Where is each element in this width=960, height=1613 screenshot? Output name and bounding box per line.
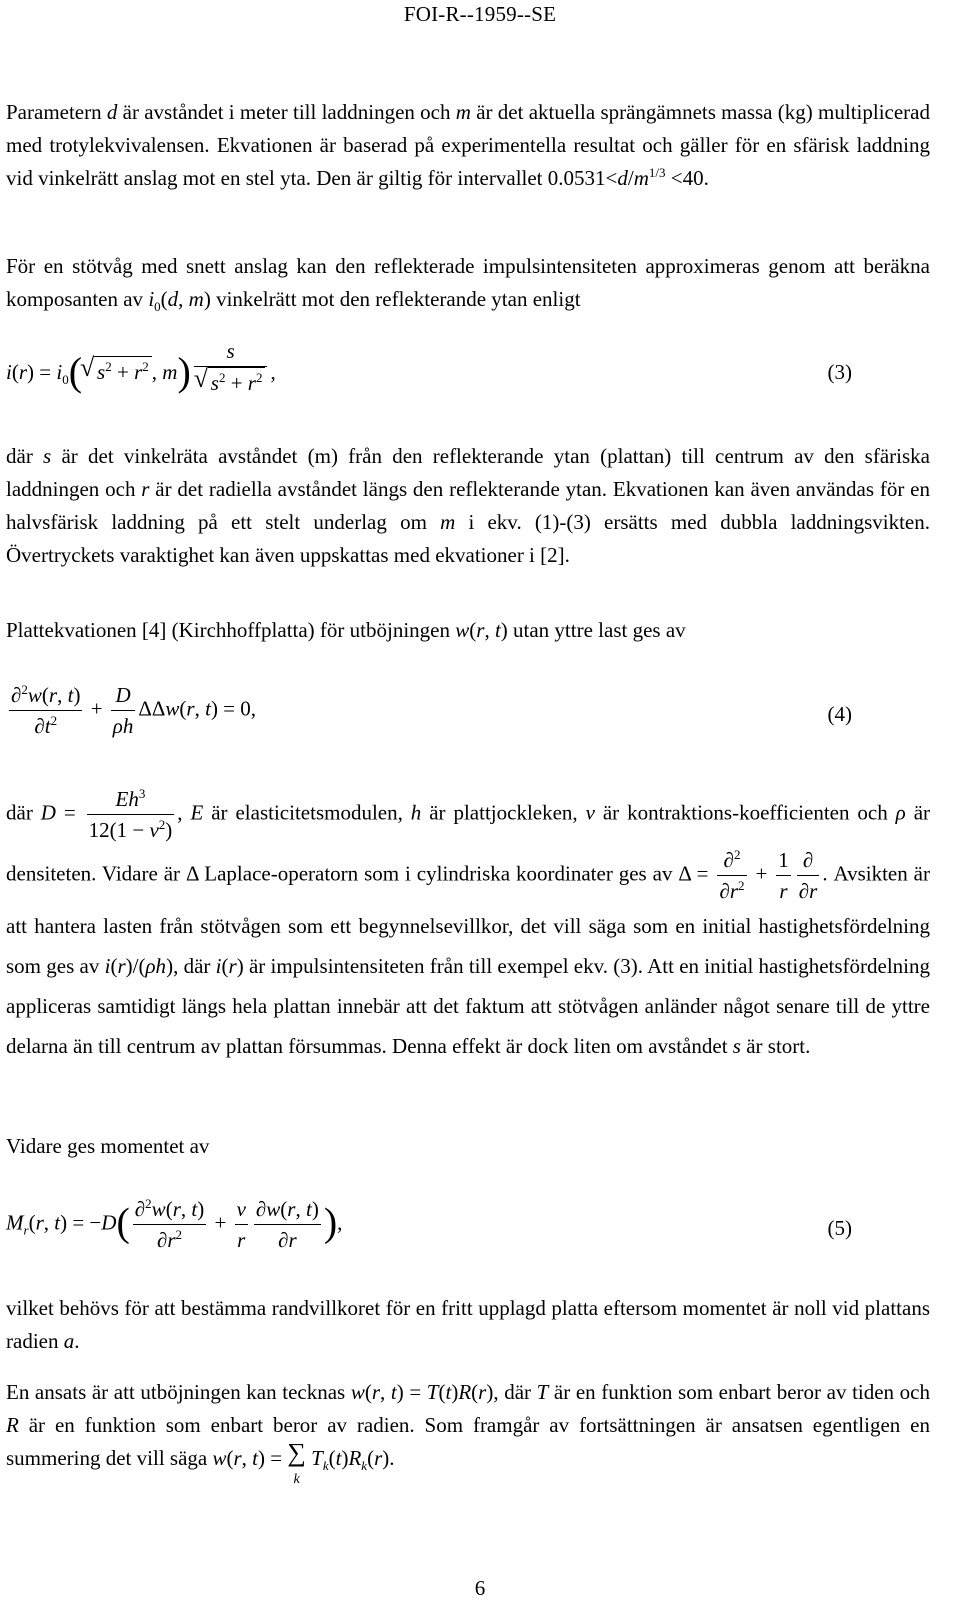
equation-number: (4) bbox=[827, 702, 852, 726]
equation-4: $\frac{\partial^2w(r, t)}{\partial t^2}$ + $\frac{D}{\rho h}$ ΔΔw(r, t) = 0, (4) bbox=[6, 680, 930, 740]
paragraph-moment-intro: Vidare ges momentet av bbox=[6, 1134, 210, 1158]
paragraph-plate-equation: Plattekvationen [4] (Kirchhoffplatta) för utböjningen w(r, t) utan yttre last ges av bbox=[6, 618, 686, 642]
page-number: 6 bbox=[474, 1576, 486, 1600]
equation-number: (3) bbox=[827, 360, 852, 384]
report-header: FOI-R--1959--SE bbox=[403, 2, 557, 26]
paragraph-ansatz: En ansats är att utböjningen kan tecknas w(r, t) = T(t)R(r), där T är en funktion som enbart beror av tiden och R är en funktion som enbart beror av radien. Som framgår av fortsättningen är ansatsen egentligen en summering det vill säga w(r, t) = ∑ k $T_k(t)R_k(r)$. bbox=[6, 1380, 930, 1487]
equation-3: $i(r) = i_0(√$ $s^2 + r^2$ , m) s √ $s^2 + r^2$ , (3) bbox=[6, 342, 930, 402]
paragraph-distances: där s är det vinkelräta avståndet (m) från den reflekterande ytan (plattan) till centrum av den sfäriska laddningen och r är det radiella avståndet längs den reflekterande ytan. Ekvationen kan även användas för en halvsfärisk laddning på ett stelt underlag om m i ekv. (1)-(3) ersätts med dubbla laddningsvikten. Övertryckets varaktighet kan även uppskattas med ekvationer i [2]. bbox=[6, 444, 930, 567]
paragraph-boundary-condition: vilket behövs för att bestämma randvillkoret för en fritt upplagd platta eftersom momentet är noll vid plattans radien a. bbox=[6, 1296, 930, 1353]
paragraph-definitions: där D = $\frac{Eh^3}{12(1 - \nu^2)}$ , E är elasticitetsmodulen, h är plattjockleken, ν är kontraktions-koefficienten och ρ är densiteten. Vidare är Δ Laplace-operatorn som i cylindriska koordinater ges av Δ = $\frac{\partial^2}{\partial r^2}$ + $\frac{1}{r}$ $\frac{\partial}{\partial r}$ . Avsikten är att hantera lasten från stötvågen som ett begynnelsevillkor, det vill säga som en initial hastighetsfördelning som ges av i(r)/(ρh), där i(r) är impulsintensiteten från till exempel ekv. (3). Att en initial hastighetsfördelning appliceras samtidigt längs hela plattan innebär att det faktum att stötvågen anländer något senare till de yttre delarna än till centrum av plattan försummas. Denna effekt är dock liten om avståndet s är stort. bbox=[6, 786, 931, 1058]
paragraph-oblique-incidence: För en stötvåg med snett anslag kan den reflekterade impulsintensiteten approximeras genom att beräkna komposanten av $i_0(d$, m) vinkelrätt mot den reflekterande ytan enligt bbox=[6, 254, 930, 315]
equation-number: (5) bbox=[827, 1216, 852, 1240]
paragraph-parameter-d: Parametern d är avståndet i meter till laddningen och m är det aktuella sprängämnets massa (kg) multiplicerad med trotylekvivalensen. Ekvationen är baserad på experimentella resultat och gäller för en sfärisk laddning vid vinkelrätt anslag mot en stel yta. Den är giltig för intervallet $0.0531<d/m^{1/3} <40$. bbox=[6, 100, 930, 190]
equation-5: $M_r(r$, t) = −D( $\frac{\partial^2w(r, t)}{\partial r^2}$ + $\frac{\nu}{r}$ $\frac{\partial w(r, t)}{\partial r}$ ), (5) bbox=[6, 1194, 930, 1254]
